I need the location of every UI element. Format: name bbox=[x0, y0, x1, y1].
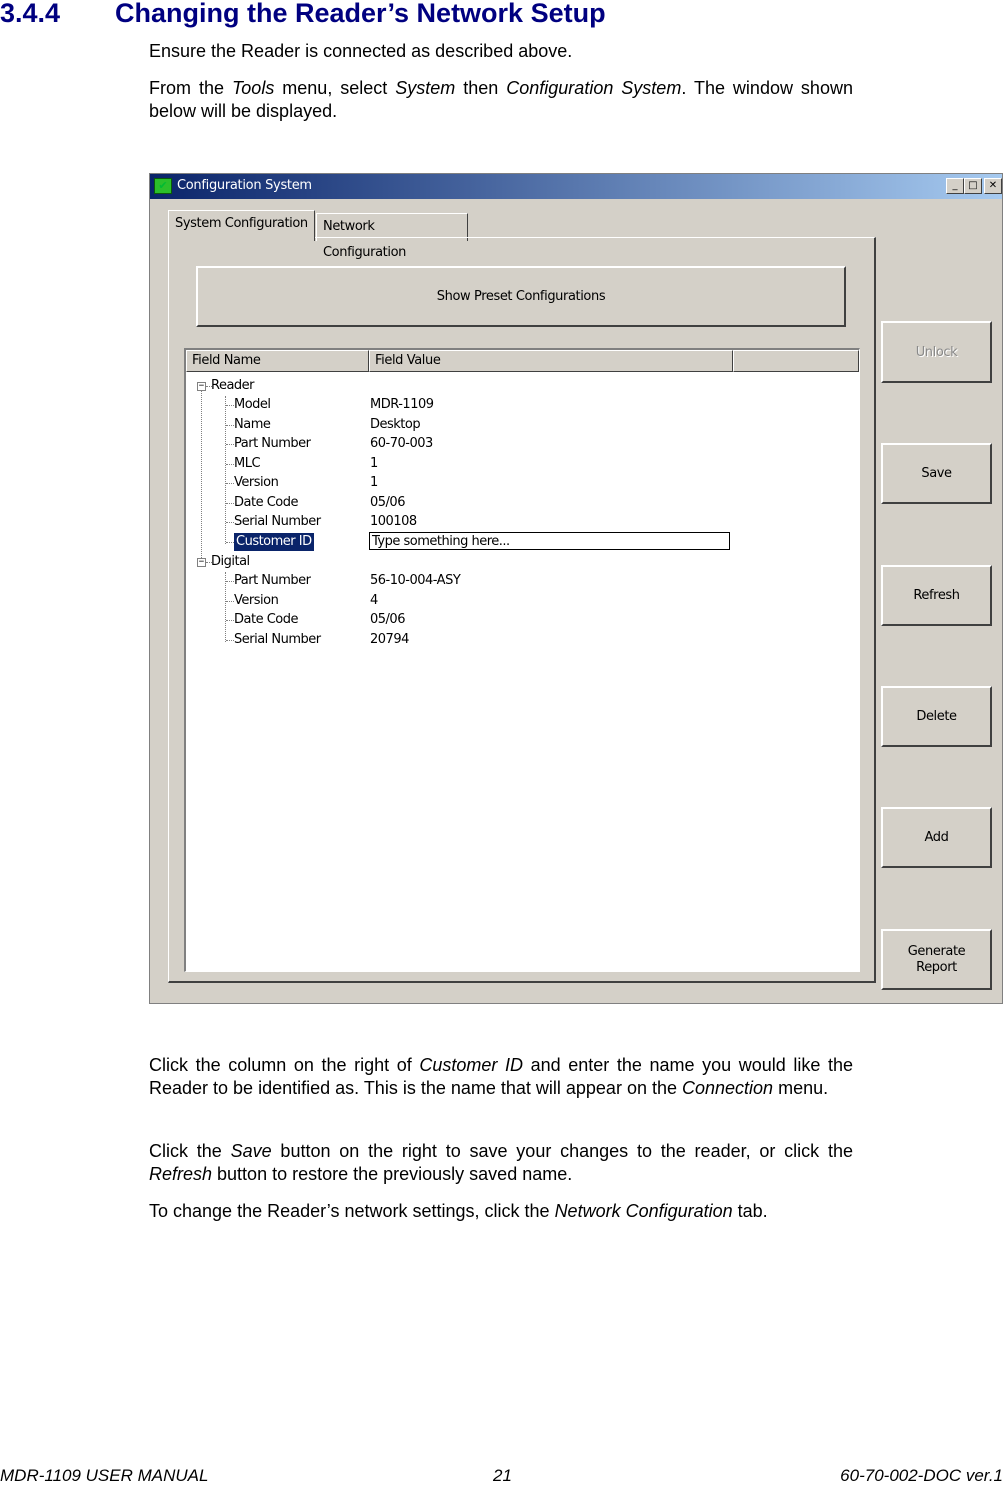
field-name-cell[interactable]: MLC bbox=[234, 455, 261, 471]
tree-line bbox=[201, 388, 202, 558]
tree-line bbox=[226, 444, 234, 445]
footer-page-number: 21 bbox=[493, 1466, 512, 1485]
add-button[interactable]: Add bbox=[881, 807, 992, 868]
title-bar bbox=[150, 174, 1002, 199]
field-value-cell[interactable]: 05/06 bbox=[370, 612, 405, 627]
field-value-cell[interactable]: 100108 bbox=[370, 514, 417, 529]
refresh-button[interactable]: Refresh bbox=[881, 565, 992, 626]
configuration-system-window bbox=[149, 173, 1003, 1004]
column-header-field-value[interactable]: Field Value bbox=[369, 350, 733, 372]
field-name-cell[interactable]: Version bbox=[234, 475, 279, 490]
field-value-cell[interactable]: MDR-1109 bbox=[370, 397, 434, 412]
tree-line bbox=[226, 425, 234, 426]
column-header-field-name[interactable]: Field Name bbox=[186, 350, 369, 372]
generate-report-button[interactable]: Generate Report bbox=[881, 929, 992, 990]
footer-doc-version: 60-70-002-DOC ver.1 bbox=[840, 1466, 1003, 1485]
tree-line bbox=[226, 542, 234, 543]
field-value-cell[interactable]: 4 bbox=[370, 592, 378, 608]
field-name-cell[interactable]: Part Number bbox=[234, 573, 311, 588]
tree-line bbox=[226, 483, 234, 484]
delete-button[interactable]: Delete bbox=[881, 686, 992, 747]
section-number: 3.4.4 bbox=[0, 0, 61, 28]
maximize-button[interactable]: □ bbox=[964, 178, 982, 194]
show-preset-configurations-button[interactable]: Show Preset Configurations bbox=[196, 266, 846, 327]
intro-paragraph-1: Ensure the Reader is connected as described above. bbox=[149, 41, 573, 61]
tree-line bbox=[225, 572, 226, 642]
footer-manual-title: MDR-1109 USER MANUAL bbox=[0, 1466, 209, 1485]
intro-paragraph-2: From the Tools menu, select System then Configuration System. The window shown below will be displayed. bbox=[149, 78, 853, 121]
field-name-cell[interactable]: Name bbox=[234, 416, 271, 432]
close-button[interactable]: ✕ bbox=[984, 178, 1002, 194]
tree-node-digital[interactable]: Digital bbox=[211, 554, 250, 569]
tree-line bbox=[226, 581, 234, 582]
unlock-button[interactable]: Unlock bbox=[881, 321, 992, 383]
tree-line bbox=[226, 601, 234, 602]
tree-node-reader[interactable]: Reader bbox=[211, 378, 255, 393]
field-value-cell[interactable]: 1 bbox=[370, 475, 378, 490]
tree-line bbox=[226, 522, 234, 523]
tree-line bbox=[226, 640, 234, 641]
field-name-cell[interactable]: Customer ID bbox=[236, 533, 312, 549]
minimize-button[interactable]: _ bbox=[946, 178, 964, 194]
section-title: Changing the Reader’s Network Setup bbox=[115, 0, 606, 28]
field-name-cell[interactable]: Version bbox=[234, 592, 279, 608]
tree-line bbox=[226, 464, 234, 465]
section-heading bbox=[0, 0, 606, 29]
field-value-cell[interactable]: 05/06 bbox=[370, 494, 405, 510]
field-name-cell[interactable]: Date Code bbox=[234, 494, 298, 510]
collapse-digital-toggle[interactable]: − bbox=[198, 557, 205, 567]
field-name-cell[interactable]: Serial Number bbox=[234, 631, 321, 647]
tree-line bbox=[226, 405, 234, 406]
body-paragraph-save: Click the Save button on the right to save your changes to the reader, or click the Refresh button to restore the previously saved name. bbox=[149, 1141, 853, 1184]
window-title: Configuration System bbox=[177, 178, 312, 193]
tab-network-configuration[interactable]: Network Configuration bbox=[316, 213, 468, 241]
field-value-cell[interactable]: Desktop bbox=[370, 416, 421, 432]
field-name-cell[interactable]: Part Number bbox=[234, 436, 311, 451]
field-value-cell[interactable]: 56-10-004-ASY bbox=[370, 573, 461, 588]
app-icon: ✔ bbox=[154, 178, 172, 194]
tab-system-configuration[interactable]: System Configuration bbox=[168, 210, 315, 241]
save-button[interactable]: Save bbox=[881, 443, 992, 504]
field-value-cell[interactable]: Type something here... bbox=[372, 533, 510, 549]
field-value-cell[interactable]: 20794 bbox=[370, 631, 409, 647]
field-tree-grid bbox=[184, 348, 860, 972]
body-paragraph-network: To change the Reader’s network settings, click the Network Configuration tab. bbox=[149, 1201, 768, 1221]
field-name-cell[interactable]: Date Code bbox=[234, 612, 298, 627]
collapse-reader-toggle[interactable]: − bbox=[198, 381, 205, 391]
field-value-cell[interactable]: 60-70-003 bbox=[370, 436, 433, 451]
tree-line bbox=[226, 620, 234, 621]
tree-line bbox=[226, 503, 234, 504]
field-name-cell[interactable]: Model bbox=[234, 397, 271, 412]
field-value-cell[interactable]: 1 bbox=[370, 455, 378, 471]
field-name-cell[interactable]: Serial Number bbox=[234, 514, 321, 529]
body-paragraph-customer-id: Click the column on the right of Customer ID and enter the name you would like the Reader to be identified as. This is the name that will appear on the Connection menu. bbox=[149, 1055, 853, 1098]
column-header-filler bbox=[733, 350, 859, 372]
